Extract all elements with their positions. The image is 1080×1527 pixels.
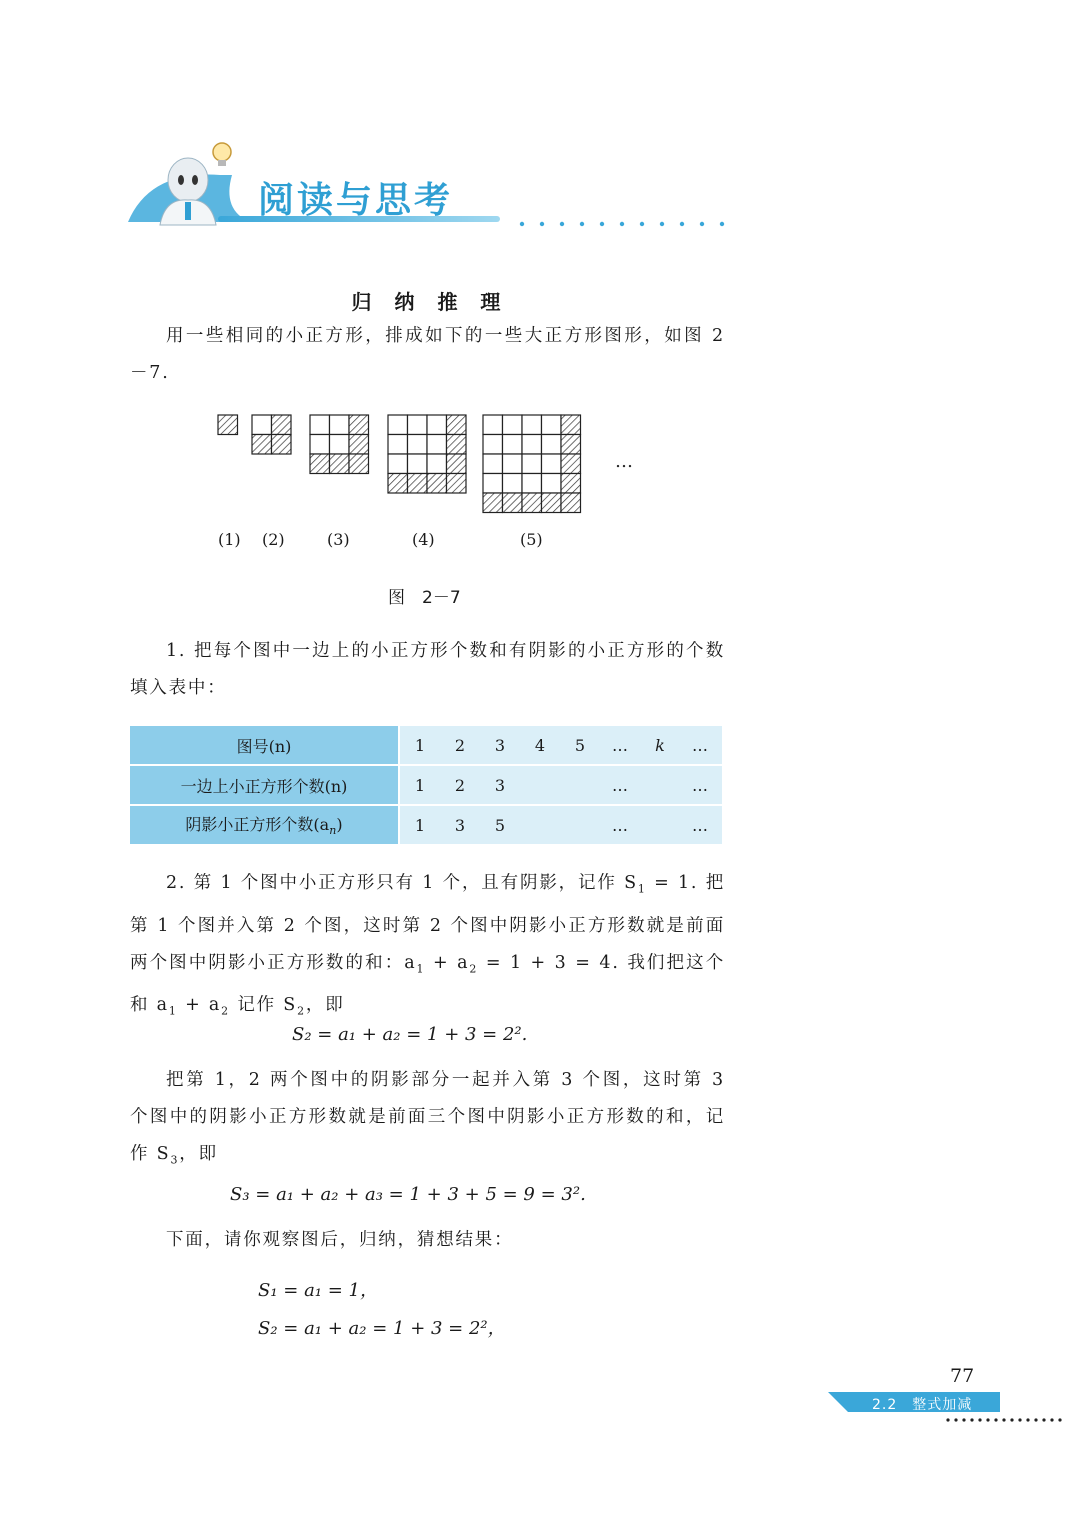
shaded-square [561, 474, 581, 494]
shaded-square [447, 435, 467, 455]
figure-label-3: (3) [327, 530, 350, 549]
plain-square [503, 454, 523, 474]
plain-square [483, 454, 503, 474]
shaded-square [427, 474, 447, 494]
figure-label-4: (4) [412, 530, 435, 549]
table-cell: 1 [399, 805, 440, 845]
figure-label-1: (1) [218, 530, 241, 549]
table-row [130, 765, 722, 805]
plain-square [330, 415, 350, 435]
plain-square [483, 474, 503, 494]
plain-square [522, 474, 542, 494]
shaded-square [561, 435, 581, 455]
shaded-square [272, 415, 292, 435]
shaded-square [561, 454, 581, 474]
shaded-square [310, 454, 330, 474]
table-row-header: 阴影小正方形个数$(a_n)$ [130, 805, 399, 845]
table-row [130, 726, 722, 765]
table-cell: 3 [480, 765, 520, 805]
plain-square [427, 454, 447, 474]
table-cell: … [600, 805, 640, 845]
page-number: 77 [950, 1365, 975, 1387]
plain-square [503, 474, 523, 494]
table-cell: 4 [520, 726, 560, 765]
shaded-square [349, 435, 369, 455]
equation-s2-list: S₂ = a₁ + a₂ = 1 + 3 = 2²， [258, 1318, 506, 1339]
shaded-square [447, 474, 467, 494]
plain-square [427, 435, 447, 455]
figure-squares [200, 405, 660, 525]
plain-square [542, 454, 562, 474]
plain-square [483, 435, 503, 455]
plain-square [503, 415, 523, 435]
table-row [130, 805, 722, 845]
table-cell: 5 [560, 726, 600, 765]
paragraph-observe: 下面，请你观察图后，归纳，猜想结果： [166, 1230, 514, 1250]
figure-caption: 图 2－7 [388, 588, 461, 608]
shaded-square [542, 493, 562, 513]
shaded-square [330, 454, 350, 474]
banner-title: 阅读与思考 [258, 180, 454, 221]
shaded-square [272, 435, 292, 455]
question-2: 2. 第 1 个图中小正方形只有 1 个，且有阴影，记作 $S_1 = 1$. 把第 1 个图并入第 2 个图，这时第 2 个图中阴影小正方形数就是前面两个图中阴影小正方形数的和：$a_1 + a_2 = 1 + 3 = 4$. 我们把这个和 $a_1 + a_2$ 记作 $S_2$，即 [130, 873, 726, 1018]
figure-label-2: (2) [262, 530, 285, 549]
equation-s2: S₂ = a₁ + a₂ = 1 + 3 = 2². [292, 1024, 528, 1045]
table-cell: 1 [399, 765, 440, 805]
shaded-square [561, 415, 581, 435]
table-cell: 5 [480, 805, 520, 845]
shaded-square [252, 435, 272, 455]
shaded-square [388, 474, 408, 494]
table-cell [640, 765, 680, 805]
plain-square [503, 435, 523, 455]
plain-square [542, 435, 562, 455]
shaded-square [447, 415, 467, 435]
table-cell [560, 805, 600, 845]
shaded-square [349, 454, 369, 474]
plain-square [388, 435, 408, 455]
shaded-square [483, 493, 503, 513]
figure-grid-1 [218, 415, 238, 435]
plain-square [542, 474, 562, 494]
plain-square [542, 415, 562, 435]
table-cell [520, 805, 560, 845]
figure-grid-5 [483, 415, 581, 513]
table-row-header: 图号(n) [130, 726, 399, 765]
plain-square [408, 454, 428, 474]
shaded-square [561, 493, 581, 513]
shaded-square [408, 474, 428, 494]
banner-dots [520, 222, 724, 226]
plain-square [483, 415, 503, 435]
plain-square [330, 435, 350, 455]
intro-paragraph: 用一些相同的小正方形，排成如下的一些大正方形图形，如图 2－7. [130, 326, 725, 383]
footer-section: 2.2 整式加减 [872, 1397, 973, 1413]
shaded-square [522, 493, 542, 513]
table-cell: … [600, 726, 640, 765]
plain-square [388, 415, 408, 435]
question-1: 1. 把每个图中一边上的小正方形个数和有阴影的小正方形的个数填入表中： [130, 641, 725, 698]
table-cell: … [680, 726, 720, 765]
table-cell: 3 [440, 805, 480, 845]
table-cell [640, 805, 680, 845]
section-title: 归 纳 推 理 [351, 290, 509, 314]
plain-square [522, 454, 542, 474]
plain-square [427, 415, 447, 435]
table-cell [560, 765, 600, 805]
table-cell: 1 [399, 726, 440, 765]
table-cell: … [680, 805, 720, 845]
table-cell [520, 765, 560, 805]
table-cell: 2 [440, 765, 480, 805]
figure-label-5: (5) [520, 530, 543, 549]
plain-square [408, 415, 428, 435]
shaded-square [503, 493, 523, 513]
plain-square [408, 435, 428, 455]
plain-square [522, 435, 542, 455]
shaded-square [349, 415, 369, 435]
equation-s3: S₃ = a₁ + a₂ + a₃ = 1 + 3 + 5 = 9 = 3². [230, 1184, 586, 1205]
shaded-square [447, 454, 467, 474]
data-table [130, 726, 722, 846]
table-row-header: 一边上小正方形个数(n) [130, 765, 399, 805]
plain-square [310, 415, 330, 435]
figure-grid-4 [388, 415, 466, 493]
lightbulb-icon [213, 143, 231, 166]
plain-square [522, 415, 542, 435]
figure-ellipsis: … [615, 451, 633, 472]
plain-square [310, 435, 330, 455]
plain-square [252, 415, 272, 435]
figure-grid-2 [252, 415, 291, 454]
table-cell: k [640, 726, 680, 765]
table-cell: 3 [480, 726, 520, 765]
table-cell: … [600, 765, 640, 805]
equation-s1-list: S₁ = a₁ = 1， [258, 1280, 378, 1301]
table-cell: 2 [440, 726, 480, 765]
table-cell: … [680, 765, 720, 805]
figure-grid-3 [310, 415, 369, 474]
paragraph-s3: 把第 1，2 两个图中的阴影部分一起并入第 3 个图，这时第 3 个图中的阴影小正方形数就是前面三个图中阴影小正方形数的和，记作 $S_3$，即 [130, 1070, 725, 1167]
shaded-square [218, 415, 238, 435]
plain-square [388, 454, 408, 474]
